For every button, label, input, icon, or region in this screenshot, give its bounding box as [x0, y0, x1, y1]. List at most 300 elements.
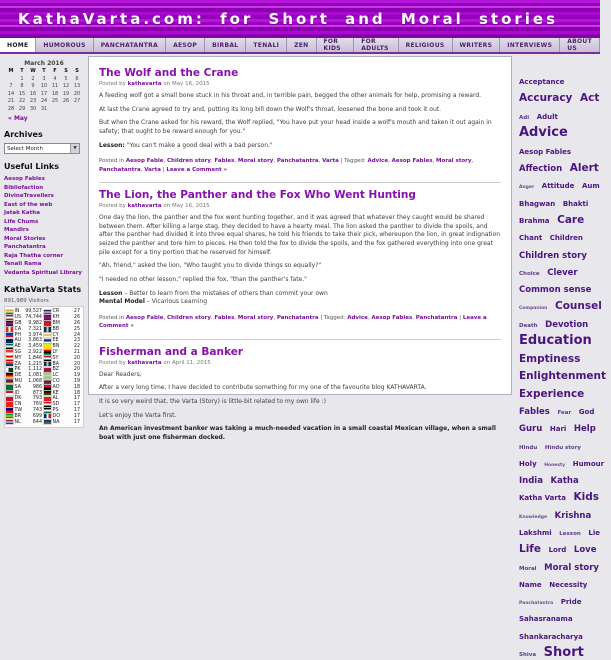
post-paragraph [99, 92, 501, 101]
tagcloud-katha[interactable]: Katha [550, 476, 579, 487]
tagcloud-india[interactable]: India [519, 476, 543, 487]
calendar-day[interactable]: 5 [64, 75, 68, 82]
site-header [0, 0, 600, 38]
flag-icon-sa [6, 385, 13, 390]
flag-icon-na [44, 420, 51, 425]
useful-link-raja-thatha-corner[interactable]: Raja Thatha corner [4, 252, 64, 259]
calendar-day[interactable]: 27 [73, 98, 81, 104]
stat-entry [44, 321, 82, 326]
stat-entry [44, 367, 82, 372]
chevron-down-icon: ▼ [70, 144, 79, 153]
useful-link-divinetravellers[interactable]: DivineTravellers [4, 193, 54, 199]
tagcloud-life[interactable]: Life [519, 543, 541, 556]
stat-country-code: BM [52, 320, 60, 326]
stat-count: 17 [73, 419, 80, 425]
stat-count: 74,744 [25, 315, 42, 321]
stat-count: 20 [73, 355, 80, 361]
tagcloud-bhakti[interactable]: Bhakti [562, 199, 589, 208]
calendar-day[interactable]: 20 [73, 90, 81, 97]
useful-link-tenali-rama[interactable]: Tenali Rama [4, 261, 42, 267]
tagcloud-adi[interactable]: Adi [519, 114, 530, 121]
useful-link-life-chums[interactable]: Life Chums [4, 218, 39, 225]
category-link-fables[interactable]: Fables [214, 158, 235, 165]
table-row [6, 402, 82, 408]
stat-count: 3,459 [28, 344, 42, 350]
calendar-title: March 2016 [24, 60, 64, 67]
tagcloud-aum[interactable]: Aum [581, 182, 600, 191]
tagcloud-aesop-fables[interactable]: Aesop Fables [519, 147, 572, 156]
stat-country-code: BR [14, 413, 22, 419]
calendar-day[interactable]: 11 [51, 83, 59, 89]
stat-entry [6, 408, 44, 413]
tag-link-aesop-fables[interactable]: Aesop Fables [371, 315, 413, 322]
flag-icon-de [6, 373, 13, 378]
category-link-varta[interactable]: Varta [322, 158, 339, 165]
stat-count: 769 [32, 402, 42, 408]
tagcloud-anger[interactable]: Anger [519, 185, 535, 191]
calendar-blank [6, 76, 17, 84]
tagcloud-devotion[interactable]: Devotion [545, 319, 589, 330]
list-item [4, 226, 84, 235]
tagcloud-alert[interactable]: Alert [569, 162, 599, 175]
calendar-day[interactable]: 30 [29, 105, 37, 112]
tagcloud-humour[interactable]: Humour [572, 459, 605, 468]
stat-entry [6, 350, 44, 355]
stat-entry [6, 373, 44, 378]
tagcloud-clever[interactable]: Clever [547, 267, 578, 278]
category-link-moral-story[interactable]: Moral story [237, 315, 274, 322]
stat-count: 7,321 [28, 326, 42, 332]
stat-entry [44, 344, 82, 349]
calendar-day[interactable]: 14 [7, 90, 15, 97]
calendar-day[interactable]: 12 [62, 83, 70, 89]
post-text: Dear Readers, [99, 370, 142, 378]
calendar-day[interactable]: 3 [42, 75, 46, 82]
post-text: "Ah, friend," asked the lion, "Who taught you to divide things so equally?" [99, 262, 322, 270]
calendar-prev-month-link[interactable]: « May [8, 115, 28, 122]
calendar-day[interactable]: 24 [40, 98, 48, 104]
stat-entry [44, 333, 82, 338]
tagcloud-name[interactable]: Name [519, 580, 542, 589]
calendar-day[interactable]: 13 [73, 83, 81, 89]
tagcloud-lakshmi[interactable]: Lakshmi [519, 528, 552, 537]
calendar-weekday: S [75, 68, 79, 74]
list-item [4, 252, 84, 261]
calendar-day[interactable]: 8 [20, 83, 24, 89]
list-item [4, 192, 84, 201]
tag-link-varta[interactable]: Varta [144, 166, 161, 173]
category-link-aesop-fable[interactable]: Aesop Fable [125, 315, 164, 322]
tagcloud-short[interactable]: Short [543, 644, 584, 660]
post-separator [99, 339, 501, 340]
stat-country-code: LC [52, 373, 59, 379]
stat-count: 17 [73, 396, 80, 402]
tagcloud-fables[interactable]: Fables [519, 407, 550, 418]
tagcloud-enlightenment[interactable]: Enlightenment [519, 370, 607, 383]
post-paragraph [99, 106, 501, 115]
stat-count: 26 [73, 320, 80, 326]
stat-count: 25 [73, 326, 80, 332]
list-item [4, 218, 84, 227]
post [99, 189, 501, 331]
calendar-day[interactable]: 23 [29, 98, 37, 104]
tagcloud-knowledge[interactable]: Knowledge [519, 514, 548, 520]
nav-item-tenali[interactable]: TENALI [246, 38, 287, 52]
tagcloud-katha-varta[interactable]: Katha Varta [519, 494, 566, 503]
calendar-day[interactable]: 1 [20, 75, 24, 82]
stat-count: 21 [73, 349, 80, 355]
nav-item-humorous[interactable]: HUMOROUS [36, 38, 93, 52]
stat-count: 18 [73, 384, 80, 390]
calendar-day[interactable]: 10 [40, 83, 48, 89]
tagcloud-care[interactable]: Care [557, 214, 585, 227]
calendar-day[interactable]: 21 [7, 98, 15, 104]
tagcloud-lie[interactable]: Lie [588, 528, 600, 537]
nav-item-for-adults[interactable]: FOR ADULTS [354, 38, 398, 52]
flag-icon-za [6, 362, 13, 367]
leave-comment-link[interactable]: Leave a Comment » [166, 166, 228, 173]
tagcloud-pride[interactable]: Pride [560, 598, 582, 607]
useful-links-list [4, 175, 84, 277]
post-title[interactable]: The Wolf and the Crane [99, 67, 239, 79]
table-row [6, 326, 82, 332]
stat-count: 1,846 [28, 355, 42, 361]
stat-entry [6, 362, 44, 367]
stat-count: 3,863 [28, 338, 42, 344]
archives-select-value: Select Month [7, 145, 43, 152]
tagcloud-moral[interactable]: Moral [519, 565, 537, 572]
tagcloud-help[interactable]: Help [573, 424, 596, 435]
stat-count: 20 [73, 367, 80, 373]
table-row [6, 344, 82, 350]
stat-entry [44, 362, 82, 367]
stat-country-code: DO [52, 413, 60, 419]
nav-item-for-kids[interactable]: FOR KIDS [317, 38, 355, 52]
table-row [6, 338, 82, 344]
post-text: Mental Model [99, 298, 145, 306]
archives-heading: Archives [4, 130, 43, 139]
table-row [6, 350, 82, 356]
tagcloud-honesty[interactable]: Honesty [544, 462, 566, 468]
category-link-moral-story[interactable]: Moral story [237, 158, 274, 165]
tagcloud-attitude[interactable]: Attitude [541, 182, 575, 191]
table-row [6, 379, 82, 385]
stat-country-code: MY [14, 355, 22, 361]
table-row [6, 315, 82, 321]
stat-entry [44, 379, 82, 384]
post-meta: Posted by kathavarta on May 16, 2015 [99, 202, 210, 209]
useful-link-bibliofaction[interactable]: Bibliofaction [4, 184, 44, 191]
stat-entry [44, 385, 82, 390]
category-link-children-story[interactable]: Children story [167, 158, 211, 165]
flag-icon-id [6, 391, 13, 396]
tagcloud-fear[interactable]: Fear [557, 410, 572, 417]
stat-count: 1,215 [28, 361, 42, 367]
tagcloud-advice[interactable]: Advice [519, 124, 568, 140]
tag-link-advice[interactable]: Advice [347, 315, 368, 322]
list-item [4, 175, 84, 184]
tagcloud-shankaracharya[interactable]: Shankaracharya [519, 632, 583, 641]
main-nav [0, 38, 600, 54]
stat-count: 1,112 [28, 367, 42, 373]
calendar-day[interactable]: 26 [62, 98, 70, 104]
post-footer: Posted in Aesop Fable, Children story, Fables, Moral story, Panchatantra | Tagged: Advice, Aesop Fables, Panchatantra | Leave a Comment » [99, 315, 487, 330]
useful-link-aesop-fables[interactable]: Aesop Fables [4, 176, 45, 182]
nav-item-birbal[interactable]: BIRBAL [205, 38, 246, 52]
tagcloud-companion[interactable]: Companion [519, 306, 548, 312]
tagcloud-hindu-story[interactable]: Hindu story [544, 444, 582, 451]
stat-entry [6, 338, 44, 343]
stat-count: 9,982 [28, 320, 42, 326]
post-text: Lesson [99, 289, 123, 297]
post-paragraph [99, 276, 501, 285]
post-paragraph [99, 214, 501, 257]
post [99, 346, 501, 443]
nav-item-interviews[interactable]: INTERVIEWS [500, 38, 560, 52]
flag-icon-br [6, 414, 13, 419]
stat-count: 17 [73, 407, 80, 413]
tagcloud-counsel[interactable]: Counsel [554, 300, 602, 313]
stat-country-code: KE [52, 390, 59, 396]
useful-link-vedanta-spiritual-library[interactable]: Vedanta Spiritual Library [4, 269, 82, 276]
flag-icon-ph [6, 333, 13, 338]
useful-link-moral-stories[interactable]: Moral Stories [4, 235, 46, 242]
flag-icon-nl [6, 420, 13, 425]
calendar-day[interactable]: 29 [18, 105, 26, 112]
stats-heading: KathaVarta Stats [4, 285, 82, 294]
stat-entry [44, 396, 82, 401]
calendar-day[interactable]: 18 [51, 90, 59, 97]
stat-count: 793 [32, 396, 42, 402]
calendar-day[interactable]: 9 [31, 83, 35, 89]
stat-country-code: SD [52, 402, 60, 408]
stat-entry [6, 402, 44, 407]
category-link-fables[interactable]: Fables [214, 315, 235, 322]
stat-country-code: IN [14, 309, 20, 315]
tagcloud-act[interactable]: Act [579, 92, 600, 105]
stat-country-code: DK [14, 396, 22, 402]
visitors-count: 891,989 Visitors [4, 298, 49, 304]
tagcloud-children-story[interactable]: Children story [519, 250, 587, 261]
leave-comment-link[interactable]: Leave a Comment » [99, 315, 487, 330]
stat-count: 644 [32, 419, 42, 425]
tagcloud-sahasranama[interactable]: Sahasranama [519, 615, 573, 624]
useful-link-east-of-the-web[interactable]: East of the web [4, 201, 53, 208]
category-link-children-story[interactable]: Children story [167, 315, 211, 322]
stat-count: 1,081 [28, 373, 42, 379]
useful-link-jatak-katha[interactable]: Jatak Katha [4, 210, 40, 216]
tag-cloud [512, 56, 611, 660]
nav-item-panchatantra[interactable]: PANCHATANTRA [94, 38, 166, 52]
stat-entry [44, 356, 82, 361]
tagcloud-accuracy[interactable]: Accuracy [519, 92, 573, 105]
stat-count: 23 [73, 338, 80, 344]
calendar-day[interactable]: 22 [18, 98, 26, 104]
stat-country-code: BA [52, 361, 60, 367]
stat-country-code: SG [14, 349, 22, 355]
tagcloud-choice[interactable]: Choice [519, 270, 540, 277]
flag-icon-bz [44, 368, 51, 373]
calendar-day[interactable]: 4 [53, 75, 57, 82]
calendar-day[interactable]: 16 [29, 90, 37, 97]
main-content [88, 56, 512, 442]
stat-country-code: NL [14, 419, 21, 425]
useful-link-mandirs[interactable]: Mandirs [4, 227, 29, 233]
flag-icon-au [6, 339, 13, 344]
stat-count: 22 [73, 344, 80, 350]
stat-country-code: SY [52, 355, 59, 361]
calendar-day[interactable]: 7 [9, 83, 13, 89]
calendar-day[interactable]: 25 [51, 98, 59, 104]
stat-count: 2,922 [28, 349, 42, 355]
stat-country-code: CA [14, 326, 22, 332]
flag-icon-sy [44, 356, 51, 361]
post-paragraph [99, 371, 501, 380]
table-row [6, 373, 82, 379]
stat-entry [6, 414, 44, 419]
list-item [4, 184, 84, 193]
flag-icon-my [6, 356, 13, 361]
tagcloud-emptiness[interactable]: Emptiness [519, 353, 581, 366]
tagcloud-krishna[interactable]: Krishna [554, 510, 592, 521]
post-text: A feeding wolf got a small bone stuck in his throat and, in terrible pain, begged the other animals for help, promising a reward. [99, 92, 482, 99]
table-row [6, 309, 82, 315]
stat-country-code: DE [14, 373, 22, 379]
calendar-day[interactable]: 17 [40, 90, 48, 97]
tagcloud-bhagwan[interactable]: Bhagwan [519, 199, 556, 208]
stat-country-code: GB [14, 320, 22, 326]
post-meta: Posted by kathavarta on April 11, 2015 [99, 359, 211, 366]
stat-entry [6, 321, 44, 326]
post-text: – Vicarious Learning [144, 298, 208, 306]
post-text: "You can't make a good deal with a bad person." [124, 141, 273, 149]
calendar-day[interactable]: 6 [75, 75, 79, 82]
nav-item-religious[interactable]: RELIGIOUS [399, 38, 453, 52]
stat-entry [44, 391, 82, 396]
tagcloud-adult[interactable]: Adult [536, 112, 558, 121]
tagcloud-chant[interactable]: Chant [519, 234, 543, 243]
list-item [4, 269, 84, 278]
flag-icon-tw [6, 408, 13, 413]
post-paragraph [99, 398, 501, 407]
stat-country-code: ZA [14, 361, 22, 367]
tagcloud-holy[interactable]: Holy [519, 459, 537, 468]
tag-link-panchatantra[interactable]: Panchatantra [99, 166, 141, 173]
calendar-weekday: T [20, 68, 24, 74]
useful-link-panchatantra[interactable]: Panchatantra [4, 244, 46, 250]
tagcloud-children[interactable]: Children [549, 234, 583, 243]
category-link-aesop-fable[interactable]: Aesop Fable [125, 158, 164, 165]
category-link-panchatantra[interactable]: Panchatantra [276, 315, 319, 322]
tagcloud-lesson[interactable]: Lesson [559, 530, 581, 537]
stat-count: 699 [32, 413, 42, 419]
stat-count: 20 [73, 361, 80, 367]
tagcloud-experience[interactable]: Experience [519, 387, 585, 400]
tagcloud-acceptance[interactable]: Acceptance [519, 78, 565, 86]
flag-counter [4, 306, 84, 428]
stat-count: 18 [73, 390, 80, 396]
tagcloud-affection[interactable]: Affection [519, 164, 563, 175]
post-text: Let's enjoy the Varta first. [99, 411, 177, 419]
archives-select[interactable] [4, 143, 80, 154]
stat-country-code: AE [14, 344, 21, 350]
tagcloud-brahma[interactable]: Brahma [519, 217, 550, 226]
stat-entry [6, 385, 44, 390]
post-paragraph [99, 384, 501, 393]
author-link[interactable]: kathavarta [127, 81, 162, 87]
tagcloud-hindu[interactable]: Hindu [519, 444, 538, 451]
nav-item-zen[interactable]: ZEN [287, 38, 316, 52]
stat-entry [6, 356, 44, 361]
author-link[interactable]: kathavarta [127, 359, 162, 366]
post-title[interactable]: Fisherman and a Banker [99, 345, 243, 358]
tagcloud-panchatantra[interactable]: Panchatantra [519, 601, 554, 607]
flag-icon-dk [6, 397, 13, 402]
calendar-day[interactable]: 28 [7, 105, 15, 112]
tag-link-aesop-fables[interactable]: Aesop Fables [391, 158, 433, 165]
tagcloud-common-sense[interactable]: Common sense [519, 285, 592, 296]
tagcloud-kids[interactable]: Kids [573, 491, 600, 504]
tag-link-panchatantra[interactable]: Panchatantra [415, 315, 458, 322]
tagcloud-guru[interactable]: Guru [519, 424, 543, 435]
stat-country-code: US [14, 315, 22, 321]
tag-link-advice[interactable]: Advice [367, 158, 389, 165]
nav-item-aesop[interactable]: AESOP [166, 38, 205, 52]
stat-count: 17 [73, 402, 80, 408]
post-title[interactable]: The Lion, the Panther and the Fox Who Went Hunting [99, 188, 416, 201]
tagcloud-lord[interactable]: Lord [548, 546, 567, 555]
author-link[interactable]: kathavarta [127, 202, 162, 209]
post-paragraph [99, 412, 501, 421]
post-text: "I needed no other lesson," replied the fox, "than the panther's fate." [99, 276, 307, 284]
calendar-weekday: M [8, 68, 14, 74]
category-link-panchatantra[interactable]: Panchatantra [276, 158, 319, 165]
stat-count: 19 [73, 378, 80, 384]
flag-icon-bm [44, 321, 51, 326]
tagcloud-moral-story[interactable]: Moral story [544, 562, 599, 573]
site-title: KathaVarta.com: for Short and Moral stories [18, 10, 559, 28]
post-paragraph [99, 119, 501, 136]
tagcloud-god[interactable]: God [578, 408, 595, 417]
calendar-day[interactable]: 31 [40, 105, 48, 112]
tagcloud-love[interactable]: Love [573, 545, 597, 556]
stat-entry [44, 315, 82, 320]
tagcloud-hari[interactable]: Hari [549, 425, 567, 434]
stat-count: 986 [32, 384, 42, 390]
nav-item-writers[interactable]: WRITERS [453, 38, 501, 52]
nav-item-home[interactable]: HOME [0, 38, 36, 52]
tagcloud-necessity[interactable]: Necessity [549, 580, 588, 589]
calendar-day[interactable]: 2 [31, 75, 35, 82]
stat-entry [44, 350, 82, 355]
calendar-weekday: S [64, 68, 68, 74]
post [99, 67, 501, 174]
calendar-day[interactable]: 19 [62, 90, 70, 97]
tagcloud-death[interactable]: Death [519, 322, 538, 329]
nav-item-about-us[interactable]: ABOUT US [560, 38, 600, 52]
flag-icon-ee [44, 339, 51, 344]
content-columns [0, 54, 607, 660]
flag-icon-ke [44, 391, 51, 396]
tagcloud-shiva[interactable]: Shiva [519, 651, 537, 658]
post-text: After a very long time, I have decided to contribute something for my one of the favourite blog KATHAVARTA. [99, 384, 427, 392]
stat-entry [6, 327, 44, 332]
calendar-day[interactable]: 15 [18, 90, 26, 97]
tagcloud-education[interactable]: Education [519, 333, 592, 348]
flag-icon-ly [44, 350, 51, 355]
list-item [4, 201, 84, 210]
tag-link-moral-story[interactable]: Moral story [436, 158, 472, 165]
